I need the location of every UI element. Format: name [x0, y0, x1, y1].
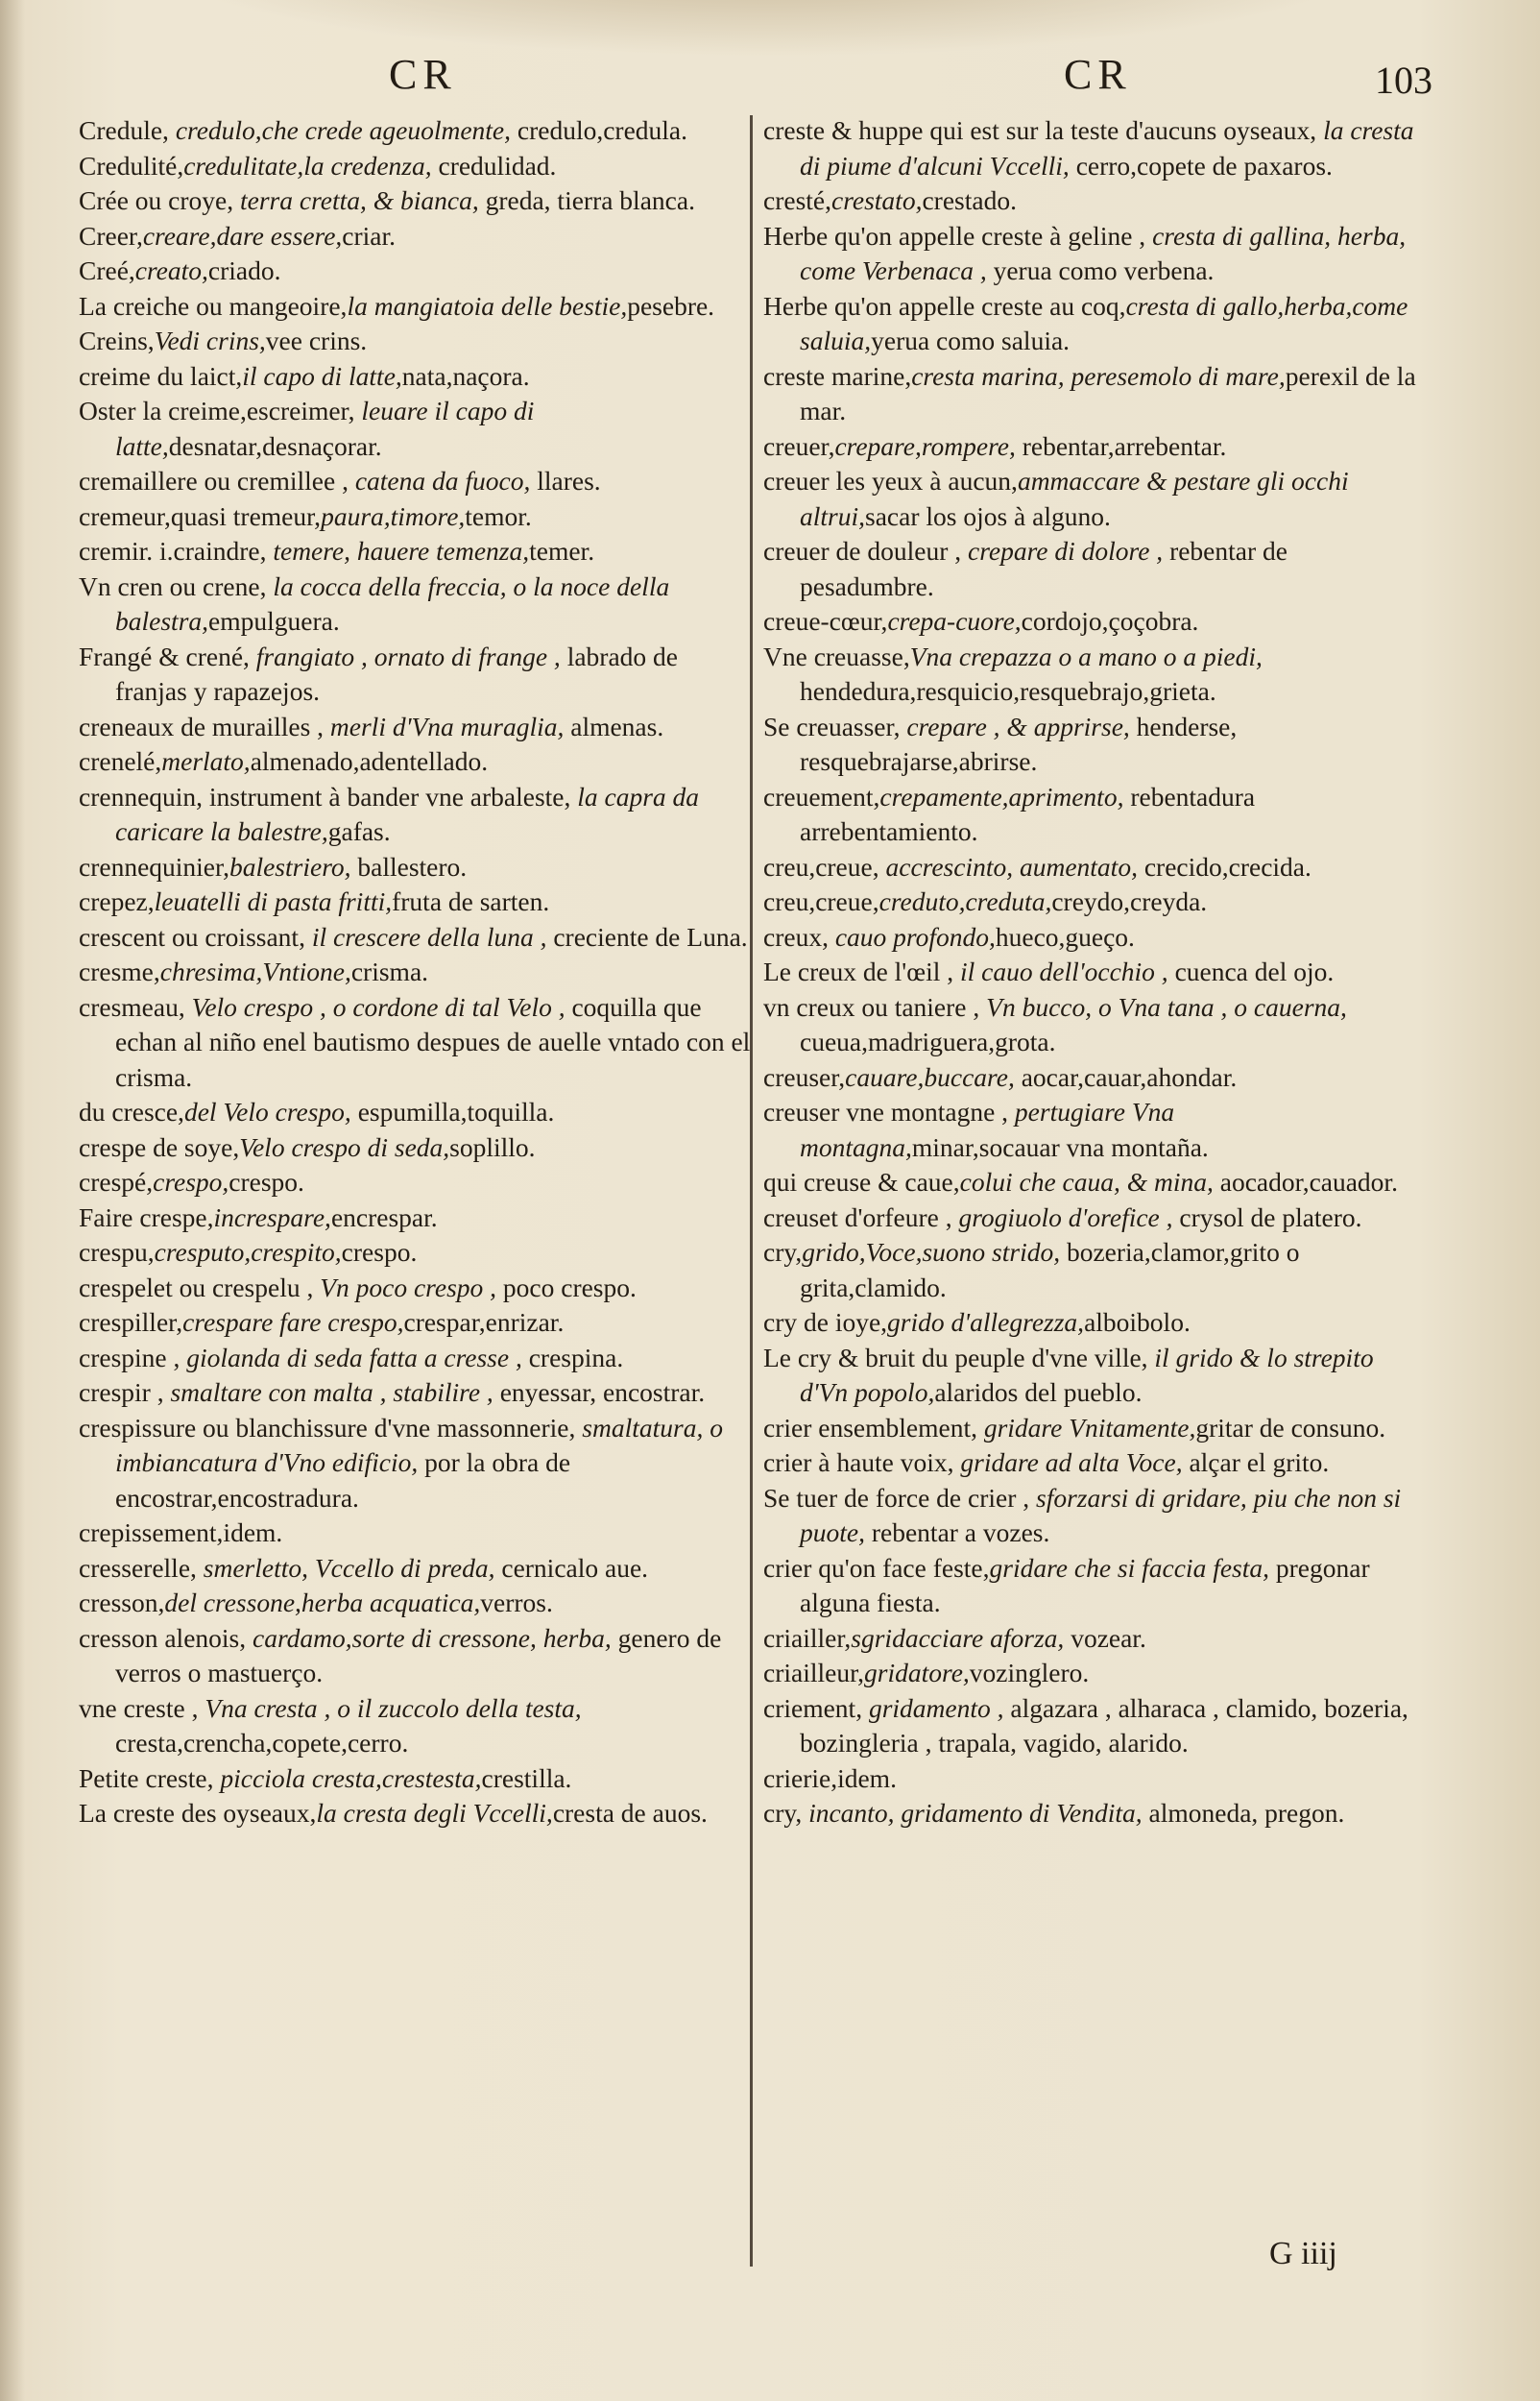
dictionary-entry	[79, 289, 751, 325]
dictionary-entry	[79, 744, 751, 780]
gloss-italian: Vedi crins,	[154, 326, 266, 355]
gloss-italian: credulitate,la credenza,	[183, 150, 432, 181]
dictionary-entry	[763, 1060, 1426, 1096]
headword-french: Petite creste,	[79, 1762, 221, 1793]
headword-french: Credulité,	[79, 150, 184, 181]
gloss-spanish: pesebre.	[627, 290, 715, 321]
headword-french: crespe de soye,	[79, 1131, 240, 1162]
dictionary-entry	[763, 1341, 1426, 1411]
gloss-italian: Vn poco crespo ,	[320, 1272, 497, 1302]
headword-french: creneaux de murailles ,	[79, 711, 330, 741]
headword-french: creste marine,	[763, 360, 912, 391]
gloss-spanish: llares.	[530, 466, 601, 496]
headword-french: creue-cœur,	[763, 606, 888, 636]
dictionary-entry	[79, 1375, 751, 1411]
dictionary-entry	[763, 219, 1426, 289]
headword-french: crier ensemblement,	[763, 1412, 984, 1443]
gloss-italian: grido d'allegrezza,	[887, 1307, 1085, 1337]
gloss-spanish: yerua como saluia.	[871, 326, 1071, 355]
headword-french: du cresce,	[79, 1097, 184, 1127]
dictionary-entry	[79, 1200, 751, 1236]
gloss-italian: il cauo dell'occhio ,	[960, 957, 1168, 986]
running-head-right: CR	[1064, 51, 1132, 98]
gloss-spanish: vozear.	[1064, 1622, 1146, 1653]
headword-french: crier qu'on face feste,	[763, 1552, 990, 1583]
dictionary-entry	[79, 394, 751, 464]
headword-french: cresmeau,	[79, 991, 192, 1022]
gloss-italian: la cocca della freccia, o la noce della balestra,	[115, 570, 670, 636]
dictionary-entry	[763, 1165, 1426, 1200]
dictionary-entry	[763, 1445, 1426, 1481]
dictionary-entry	[763, 885, 1426, 920]
gloss-spanish: nata,naçora.	[401, 360, 530, 391]
gloss-spanish: cresta,crencha,copete,cerro.	[115, 1728, 409, 1758]
gloss-italian: creduto,creduta,	[878, 886, 1052, 916]
gloss-italian: chresima,Vntione,	[159, 957, 351, 986]
dictionary-entry	[79, 990, 751, 1096]
dictionary-entry	[79, 1235, 751, 1271]
column-rule	[750, 115, 753, 2267]
gloss-italian: il grido & lo strepito d'Vn popolo,	[800, 1342, 1374, 1407]
headword-french: creuser vne montagne ,	[763, 1097, 1015, 1127]
dictionary-entry	[763, 113, 1426, 183]
headword-french: Oster la creime,escreimer,	[79, 396, 362, 425]
gloss-spanish: algazara , alharaca , clamido, bozeria, bozingleria , trapala, vagido, alarido.	[800, 1692, 1408, 1758]
gloss-italian: cresta marina, peresemolo di mare,	[911, 360, 1286, 391]
headword-french: Frangé & crené,	[79, 641, 256, 671]
gloss-italian: cauo profondo,	[834, 921, 996, 952]
dictionary-entry	[79, 219, 751, 255]
headword-french: crier à haute voix,	[763, 1447, 961, 1477]
gloss-spanish: fruta de sarten.	[392, 886, 550, 916]
dictionary-entry	[763, 289, 1426, 359]
signature-mark: G iiij	[1269, 2236, 1337, 2271]
gloss-italian: Velo crespo , o cordone di tal Velo ,	[191, 991, 565, 1022]
dictionary-entry	[79, 1761, 751, 1797]
gloss-italian: la mangiatoia delle bestie,	[347, 290, 628, 321]
dictionary-entry	[763, 1551, 1426, 1621]
gloss-spanish: coquilla que echan al niño enel bautismo despues de auelle vntado con el crisma.	[115, 991, 751, 1092]
headword-french: creime du laict,	[79, 360, 243, 391]
dictionary-entry	[79, 359, 751, 395]
gloss-italian: Vna crepazza o a mano o a piedi,	[909, 641, 1263, 671]
gloss-spanish: crestilla.	[481, 1762, 572, 1793]
gloss-italian: pertugiare Vna montagna,	[800, 1097, 1175, 1162]
gloss-spanish: temor.	[465, 500, 532, 531]
headword-french: crespelet ou crespelu ,	[79, 1272, 321, 1302]
running-head-left: CR	[389, 51, 457, 98]
dictionary-entry	[79, 183, 751, 219]
headword-french: cremaillere ou cremillee ,	[79, 466, 355, 496]
gutter-shadow	[0, 0, 25, 2401]
gloss-italian: il crescere della luna ,	[311, 921, 547, 952]
headword-french: creuer les yeux à aucun,	[763, 466, 1018, 496]
headword-french: crepez,	[79, 886, 155, 916]
gloss-spanish: aocador,cauador.	[1213, 1167, 1398, 1197]
dictionary-entry	[79, 1130, 751, 1166]
gloss-italian: crepa-cuore,	[887, 606, 1022, 636]
gloss-spanish: cernicalo aue.	[494, 1552, 649, 1583]
gloss-spanish: almenado,adentellado.	[250, 746, 489, 776]
gloss-italian: sgridacciare aforza,	[851, 1622, 1065, 1653]
gloss-italian: la capra da caricare la balestre,	[115, 781, 700, 846]
gloss-italian: gridare Vnitamente,	[983, 1412, 1196, 1443]
gloss-spanish: alçar el grito.	[1182, 1447, 1330, 1477]
gloss-italian: terra cretta, & bianca,	[239, 185, 479, 215]
gloss-spanish: genero de verros o mastuerço.	[115, 1622, 722, 1687]
gloss-spanish: ballestero.	[350, 851, 468, 882]
gloss-italian: cresta di gallo,herba,come saluia,	[800, 290, 1408, 355]
headword-french: La creste des oyseaux,	[79, 1798, 317, 1828]
gloss-spanish: cuenca del ojo.	[1167, 957, 1335, 986]
gloss-spanish: rebentar,arrebentar.	[1015, 430, 1227, 461]
gloss-spanish: creciente de Luna.	[546, 921, 748, 952]
headword-french: creuset d'orfeure ,	[763, 1201, 959, 1232]
gloss-spanish: minar,socauar vna montaña.	[911, 1131, 1209, 1162]
headword-french: cry,	[763, 1237, 803, 1267]
gloss-italian: crepamente,aprimento,	[879, 781, 1124, 812]
gloss-spanish: aocar,cauar,ahondar.	[1014, 1061, 1238, 1092]
gloss-italian: balestriero,	[229, 851, 351, 882]
gloss-italian: temere, hauere temenza,	[273, 536, 530, 566]
headword-french: Creé,	[79, 255, 135, 285]
headword-french: creuement,	[763, 781, 880, 812]
gloss-spanish: crysol de platero.	[1172, 1201, 1362, 1232]
gloss-italian: paura,timore,	[321, 500, 466, 531]
dictionary-entry	[79, 499, 751, 535]
gloss-italian: catena da fuoco,	[354, 466, 531, 496]
gloss-spanish: hueco,gueço.	[995, 921, 1135, 952]
gloss-italian: Vna cresta , o il zuccolo della testa,	[205, 1692, 582, 1723]
gloss-italian: gridare ad alta Voce,	[960, 1447, 1183, 1477]
gloss-italian: ammaccare & pestare gli occhi altrui,	[800, 466, 1349, 531]
gloss-spanish: alboibolo.	[1084, 1307, 1191, 1337]
headword-french: crepissement,idem.	[79, 1517, 283, 1547]
gloss-spanish: desnatar,desnaçorar.	[168, 430, 382, 461]
headword-french: Faire crespe,	[79, 1201, 214, 1232]
dictionary-entry	[763, 1481, 1426, 1551]
gloss-spanish: criar.	[342, 220, 397, 251]
dictionary-entry	[79, 113, 751, 149]
gloss-italian: frangiato , ornato di frange ,	[255, 641, 561, 671]
gloss-italian: cardamo,sorte di cressone, herba,	[253, 1622, 612, 1653]
headword-french: crescent ou croissant,	[79, 921, 312, 952]
dictionary-entry	[79, 149, 751, 184]
headword-french: Creins,	[79, 326, 155, 355]
gloss-spanish: cueua,madriguera,grota.	[800, 1027, 1056, 1056]
gloss-spanish: enyessar, encostrar.	[493, 1377, 706, 1407]
gloss-italian: creare,dare essere,	[142, 220, 343, 251]
gloss-italian: leuare il capo di latte,	[115, 396, 535, 461]
gloss-spanish: alaridos del pueblo.	[934, 1377, 1143, 1407]
gloss-spanish: credulo,credula.	[511, 115, 688, 145]
gloss-spanish: almenas.	[564, 711, 664, 741]
headword-french: cresme,	[79, 957, 160, 986]
dictionary-entry	[79, 1341, 751, 1376]
headword-french: crespissure ou blanchissure d'vne massonnerie,	[79, 1412, 583, 1443]
gloss-spanish: greda, tierra blanca.	[478, 185, 695, 215]
headword-french: crenelé,	[79, 746, 162, 776]
gloss-italian: incanto, gridamento di Vendita,	[808, 1798, 1143, 1828]
gloss-spanish: rebentar a vozes.	[864, 1517, 1050, 1547]
gloss-spanish: crisma.	[350, 957, 429, 986]
gloss-spanish: gritar de consuno.	[1195, 1412, 1386, 1443]
gloss-spanish: rebentar de pesadumbre.	[800, 536, 1287, 601]
headword-french: Se creuasser,	[763, 711, 907, 741]
dictionary-entry	[79, 1516, 751, 1551]
gloss-italian: cauare,buccare,	[845, 1061, 1015, 1092]
headword-french: crierie,idem.	[763, 1762, 897, 1793]
gloss-spanish: perexil de la mar.	[800, 360, 1416, 425]
gloss-italian: creato,	[134, 255, 208, 285]
gloss-spanish: crespina.	[521, 1342, 624, 1372]
dictionary-entry	[79, 1271, 751, 1306]
gloss-italian: gridare che si faccia festa,	[989, 1552, 1270, 1583]
headword-french: La creiche ou mangeoire,	[79, 290, 348, 321]
dictionary-entry	[763, 1691, 1426, 1761]
headword-french: criailler,	[763, 1622, 852, 1653]
gloss-spanish: almoneda, pregon.	[1142, 1798, 1345, 1828]
dictionary-entry	[79, 710, 751, 745]
dictionary-entry	[79, 920, 751, 956]
gloss-spanish: pregonar alguna fiesta.	[800, 1552, 1370, 1617]
dictionary-entry	[79, 1165, 751, 1200]
headword-french: crespu,	[79, 1237, 155, 1267]
dictionary-entry	[763, 990, 1426, 1060]
gloss-italian: crespo,	[153, 1167, 229, 1197]
gloss-spanish: poco crespo.	[496, 1272, 637, 1302]
dictionary-entry	[763, 464, 1426, 534]
gloss-italian: cresta di gallina, herba, come Verbenaca ,	[800, 220, 1407, 285]
gloss-italian: smaltatura, o imbiancatura d'Vno edificio,	[115, 1412, 723, 1477]
gloss-spanish: crespo.	[229, 1167, 304, 1197]
gloss-italian: merlato,	[161, 746, 251, 776]
gloss-italian: sforzarsi di gridare, piu che non si puote,	[800, 1482, 1402, 1547]
headword-french: creu,creue,	[763, 886, 879, 916]
gloss-italian: picciola cresta,crestesta,	[220, 1762, 482, 1793]
dictionary-entry	[763, 920, 1426, 956]
headword-french: creuer,	[763, 430, 835, 461]
gloss-spanish: bozeria,clamor,grito o grita,clamido.	[800, 1237, 1300, 1302]
dictionary-entry	[763, 534, 1426, 604]
gloss-spanish: labrado de franjas y rapazejos.	[115, 641, 678, 706]
dictionary-entry	[763, 1796, 1426, 1831]
headword-french: Vne creuasse,	[763, 641, 910, 671]
gloss-italian: la cresta degli Vccelli,	[316, 1798, 553, 1828]
page-number: 103	[1375, 59, 1432, 102]
gloss-italian: crepare,rompere,	[834, 430, 1016, 461]
headword-french: cremir. i.craindre,	[79, 536, 274, 566]
gloss-italian: Vn bucco, o Vna tana , o cauerna,	[986, 991, 1347, 1022]
headword-french: cresté,	[763, 185, 831, 215]
gloss-spanish: empulguera.	[208, 606, 340, 636]
gloss-italian: la cresta di piume d'alcuni Vccelli,	[800, 115, 1414, 181]
gloss-italian: merli d'Vna muraglia,	[329, 711, 565, 741]
headword-french: criailleur,	[763, 1658, 865, 1687]
dictionary-entry	[79, 640, 751, 710]
dictionary-entry	[763, 429, 1426, 465]
dictionary-entry	[79, 534, 751, 570]
gloss-spanish: henderse, resquebrajarse,abrirse.	[800, 711, 1238, 776]
gloss-italian: crespare fare crespo,	[182, 1307, 404, 1337]
headword-french: vn creux ou taniere ,	[763, 991, 987, 1022]
gloss-italian: il capo di latte,	[242, 360, 402, 391]
headword-french: crennequinier,	[79, 851, 229, 882]
headword-french: criement,	[763, 1692, 869, 1723]
gloss-spanish: credulidad.	[431, 150, 557, 181]
dictionary-entry	[79, 1411, 751, 1516]
headword-french: crespiller,	[79, 1307, 183, 1337]
gloss-spanish: encrespar.	[330, 1201, 438, 1232]
dictionary-entry	[79, 1305, 751, 1341]
dictionary-entry	[763, 710, 1426, 780]
dictionary-entry	[763, 1411, 1426, 1446]
dictionary-entry	[763, 1095, 1426, 1165]
gloss-italian: smaltare con malta , stabilire ,	[170, 1377, 493, 1407]
gloss-spanish: crespar,enrizar.	[403, 1307, 565, 1337]
headword-french: cresson,	[79, 1588, 165, 1617]
headword-french: Le creux de l'œil ,	[763, 957, 961, 986]
headword-french: creu,creue,	[763, 851, 886, 882]
dictionary-entry	[763, 780, 1426, 850]
headword-french: creste & huppe qui est sur la teste d'aucuns oyseaux,	[763, 115, 1324, 145]
headword-french: creuser,	[763, 1061, 846, 1092]
dictionary-entry	[79, 885, 751, 920]
dictionary-entry	[763, 604, 1426, 640]
dictionary-entry	[763, 640, 1426, 710]
gloss-italian: smerletto, Vccello di preda,	[203, 1552, 495, 1583]
headword-french: cry de ioye,	[763, 1307, 888, 1337]
gloss-italian: leuatelli di pasta fritti,	[154, 886, 393, 916]
gloss-spanish: temer.	[529, 536, 595, 566]
gloss-italian: increspare,	[213, 1201, 331, 1232]
dictionary-entry	[763, 955, 1426, 990]
headword-french: crespé,	[79, 1167, 154, 1197]
dictionary-entry	[763, 1235, 1426, 1305]
headword-french: Herbe qu'on appelle creste au coq,	[763, 290, 1126, 321]
gloss-spanish: por la obra de encostrar,encostradura.	[115, 1447, 571, 1513]
dictionary-entry	[79, 780, 751, 850]
dictionary-entry	[79, 1621, 751, 1691]
gloss-spanish: vozinglero.	[969, 1658, 1090, 1687]
gloss-spanish: crespo.	[341, 1237, 418, 1267]
headword-french: cresson alenois,	[79, 1622, 253, 1653]
headword-french: qui creuse & caue,	[763, 1167, 960, 1197]
dictionary-entry	[79, 324, 751, 359]
dictionary-entry	[763, 359, 1426, 429]
gloss-italian: Velo crespo di seda,	[239, 1131, 450, 1162]
dictionary-entry	[763, 183, 1426, 219]
headword-french: cresserelle,	[79, 1552, 204, 1583]
gloss-italian: grido,Voce,suono strido,	[802, 1237, 1061, 1267]
right-column	[763, 113, 1426, 1831]
headword-french: Crée ou croye,	[79, 185, 240, 215]
gloss-spanish: cresta de auos.	[552, 1798, 708, 1828]
headword-french: cry,	[763, 1798, 809, 1828]
dictionary-entry	[763, 1200, 1426, 1236]
gloss-spanish: soplillo.	[449, 1131, 536, 1162]
gloss-spanish: hendedura,resquicio,resquebrajo,grieta.	[800, 676, 1216, 706]
dictionary-entry	[79, 1095, 751, 1130]
headword-french: Creer,	[79, 220, 143, 251]
dictionary-entry	[763, 1305, 1426, 1341]
gloss-spanish: vee crins.	[265, 326, 368, 355]
dictionary-entry	[79, 1796, 751, 1831]
headword-french: Herbe qu'on appelle creste à geline ,	[763, 220, 1153, 251]
dictionary-entry	[79, 850, 751, 885]
dictionary-entry	[79, 1551, 751, 1587]
dictionary-entry	[763, 1761, 1426, 1797]
dictionary-entry	[763, 1656, 1426, 1691]
dictionary-entry	[79, 570, 751, 640]
gloss-spanish: cordojo,çoçobra.	[1021, 606, 1199, 636]
gloss-spanish: rebentadura arrebentamiento.	[800, 781, 1256, 846]
dictionary-entry	[763, 1621, 1426, 1657]
dictionary-entry	[79, 254, 751, 289]
gloss-italian: giolanda di seda fatta a cresse ,	[186, 1342, 522, 1372]
headword-french: Vn cren ou crene,	[79, 570, 274, 601]
headword-french: Le cry & bruit du peuple d'vne ville,	[763, 1342, 1155, 1372]
gloss-italian: cresputo,crespito,	[154, 1237, 342, 1267]
headword-french: Se tuer de force de crier ,	[763, 1482, 1037, 1513]
dictionary-entry	[79, 955, 751, 990]
gloss-spanish: criado.	[207, 255, 281, 285]
gloss-italian: credulo,che crede ageuolmente,	[175, 115, 512, 145]
gloss-spanish: sacar los ojos à alguno.	[865, 500, 1111, 531]
gloss-italian: del Velo crespo,	[183, 1097, 351, 1127]
headword-french: vne creste ,	[79, 1692, 205, 1723]
gloss-italian: colui che caua, & mina,	[959, 1167, 1214, 1197]
dictionary-entry	[79, 1586, 751, 1621]
gloss-spanish: verros.	[480, 1588, 553, 1617]
gloss-spanish: yerua como verbena.	[986, 255, 1215, 285]
gloss-spanish: crecido,crecida.	[1137, 851, 1311, 882]
headword-french: Credule,	[79, 115, 176, 145]
headword-french: cremeur,quasi tremeur,	[79, 500, 322, 531]
gloss-italian: crepare , & apprirse,	[906, 711, 1130, 741]
dictionary-entry	[79, 1691, 751, 1761]
gloss-italian: gridamento ,	[868, 1692, 1004, 1723]
left-column	[79, 113, 751, 1831]
gloss-italian: grogiuolo d'orefice ,	[958, 1201, 1173, 1232]
gloss-spanish: creydo,creyda.	[1051, 886, 1208, 916]
headword-french: creux,	[763, 921, 835, 952]
gloss-spanish: espumilla,toquilla.	[350, 1097, 555, 1127]
gloss-spanish: cerro,copete de paxaros.	[1069, 150, 1333, 181]
dictionary-entry	[79, 464, 751, 499]
gloss-spanish: gafas.	[327, 816, 391, 846]
gloss-spanish: crestado.	[922, 185, 1017, 215]
headword-french: crennequin, instrument à bander vne arbaleste,	[79, 781, 578, 812]
gloss-italian: gridatore,	[864, 1658, 970, 1687]
gloss-italian: accrescinto, aumentato,	[885, 851, 1138, 882]
gloss-italian: crepare di dolore ,	[968, 536, 1164, 566]
headword-french: crespir ,	[79, 1377, 171, 1407]
headword-french: crespine ,	[79, 1342, 187, 1372]
headword-french: creuer de douleur ,	[763, 536, 969, 566]
gloss-italian: del cressone,herba acquatica,	[164, 1588, 481, 1617]
gloss-italian: crestato,	[831, 185, 923, 215]
dictionary-entry	[763, 850, 1426, 885]
